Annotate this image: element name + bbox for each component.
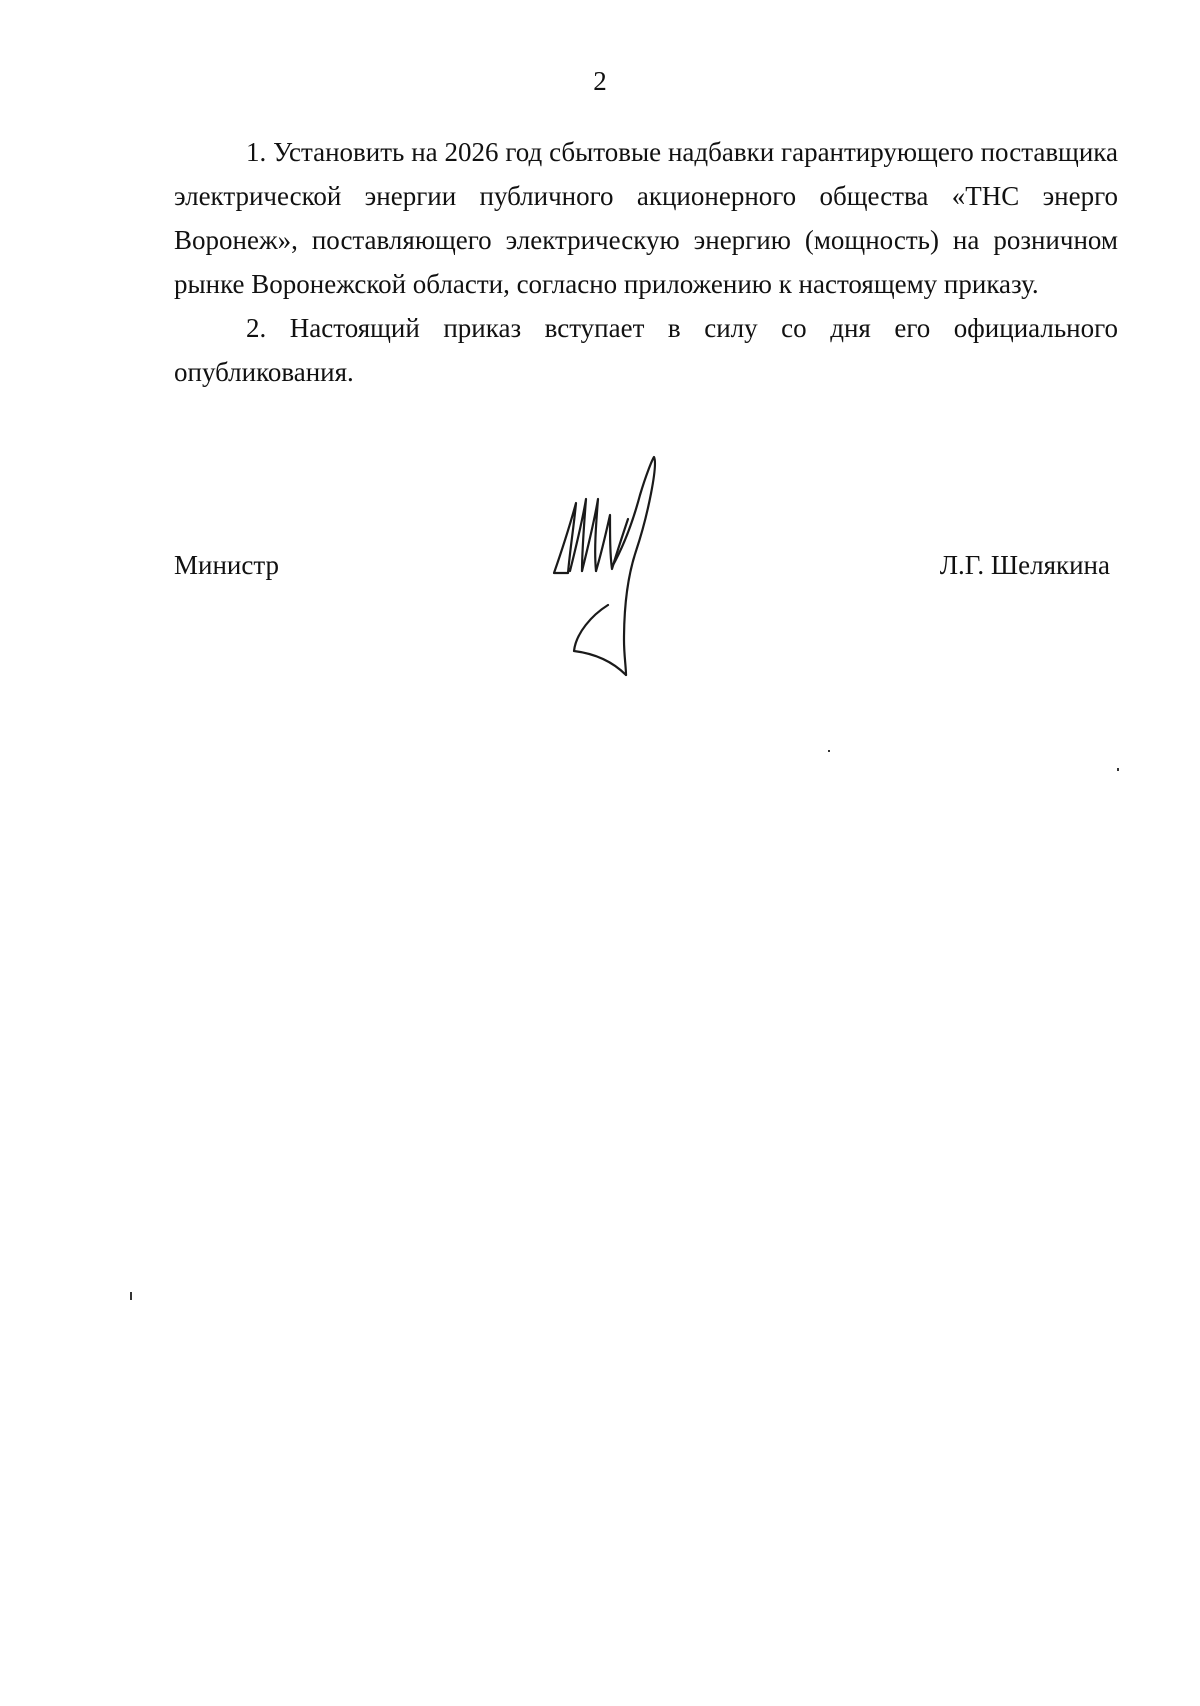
paragraph-2: 2. Настоящий приказ вступает в силу со дня его официального опубликования. bbox=[174, 313, 1118, 387]
scan-speck bbox=[1117, 768, 1119, 771]
signatory-name: Л.Г. Шелякина bbox=[939, 550, 1110, 580]
scan-speck bbox=[130, 1292, 132, 1300]
page-number: 2 bbox=[593, 66, 607, 96]
order-body bbox=[174, 130, 1118, 394]
scan-speck bbox=[828, 750, 830, 752]
paragraph-1: 1. Установить на 2026 год сбытовые надбавки гарантирующего поставщика электрической энергии публичного акционерного общества «ТНС энерго Воронеж», поставляющего электрическую энергию (мощность) на розничном рынке Воронежской области, согласно приложению к настоящему приказу. bbox=[174, 137, 1118, 299]
signatory-position: Министр bbox=[174, 550, 279, 580]
handwritten-signature-icon bbox=[540, 455, 680, 685]
